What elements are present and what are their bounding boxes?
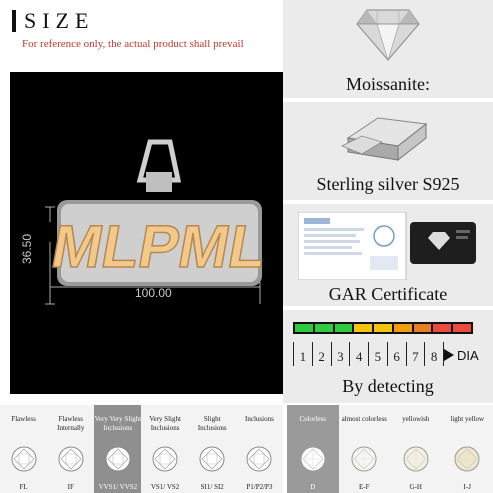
dia-label: DIA (457, 348, 479, 363)
color-grade-title: almost colorless (341, 415, 387, 423)
color-grade-title: Colorless (299, 415, 326, 423)
tester-led-segment (335, 324, 353, 332)
diamond-icon (57, 445, 85, 475)
tester-scale-digit: 8 (425, 342, 444, 366)
color-grade-code: G-H (409, 483, 422, 491)
diamond-icon (10, 445, 38, 475)
tester-led-segment (433, 324, 451, 332)
clarity-code: IF (67, 483, 74, 491)
clarity-code: FL (19, 483, 28, 491)
height-dimension-label: 36.50 (20, 233, 35, 265)
tester-panel (283, 310, 493, 403)
clarity-cell (142, 405, 189, 493)
tester-label: By detecting (342, 376, 434, 396)
tester-led-segment (315, 324, 333, 332)
gem-icon (350, 445, 378, 475)
tester-led-segment (414, 324, 432, 332)
clarity-title: Very Slight Inclusions (149, 415, 181, 432)
color-grade-code: D (310, 483, 316, 491)
clarity-title: Flawless Internally (57, 415, 85, 432)
color-grade-title: yellowish (402, 415, 430, 423)
silver-label: Sterling silver S925 (316, 174, 460, 194)
clarity-cell (189, 405, 236, 493)
tester-scale-digit: 2 (313, 342, 332, 366)
header-accent-bar (12, 10, 16, 32)
clarity-grade-table (0, 405, 283, 493)
clarity-code: VS1/ VS2 (150, 483, 180, 491)
clarity-code: VVS1/ VVS2 (98, 483, 138, 491)
clarity-cell (94, 405, 141, 493)
pendant-illustration (10, 72, 283, 394)
tester-scale-digit: 4 (350, 342, 369, 366)
play-arrow-icon (443, 348, 455, 362)
silver-bars-icon (338, 110, 438, 166)
certificate-label: GAR Certificate (328, 284, 448, 304)
color-grade-cell (339, 405, 391, 493)
tester-led-segment (354, 324, 372, 332)
diamond-icon (245, 445, 273, 475)
gem-icon (299, 445, 327, 475)
clarity-title: Flawless (11, 415, 36, 423)
clarity-cell (0, 405, 47, 493)
clarity-title: Very Very Slight Inclusions (94, 415, 142, 432)
certificate-panel (283, 204, 493, 306)
pendant-text: MLPML (46, 212, 272, 280)
diamond-icon (151, 445, 179, 475)
certificate-icon (298, 212, 478, 280)
diamond-icon (104, 445, 132, 475)
tester-led-segment (453, 324, 471, 332)
moissanite-panel (283, 0, 493, 98)
color-grade-table (287, 405, 493, 493)
diamond-icon (198, 445, 226, 475)
color-grade-cell (442, 405, 493, 493)
silver-panel (283, 102, 493, 200)
clarity-cell (47, 405, 94, 493)
clarity-code: SI1/ SI2 (200, 483, 224, 491)
tester-led-segment (394, 324, 412, 332)
product-image-panel (10, 72, 283, 394)
color-grade-title: light yellow (450, 415, 485, 423)
color-grade-cell (390, 405, 442, 493)
color-grade-cell (287, 405, 339, 493)
gem-icon (453, 445, 481, 475)
clarity-title: Slight Inclusions (197, 415, 227, 432)
tester-scale-digit: 7 (407, 342, 426, 366)
width-dimension-label: 100.00 (135, 286, 172, 300)
color-grade-code: E-F (359, 483, 370, 491)
tester-led-segment (295, 324, 313, 332)
tester-scale-digit: 6 (388, 342, 407, 366)
moissanite-label: Moissanite: (346, 74, 430, 94)
reference-note: For reference only, the actual product shall prevail (22, 38, 244, 50)
clarity-code: P1/P2/P3 (246, 483, 273, 491)
tester-led-segment (374, 324, 392, 332)
gem-icon (402, 445, 430, 475)
tester-scale-digit: 1 (294, 342, 313, 366)
tester-scale-digit: 5 (369, 342, 388, 366)
tester-scale (293, 342, 444, 366)
color-grade-code: I-J (463, 483, 471, 491)
clarity-title: Inclusions (245, 415, 274, 423)
diamond-icon (355, 6, 421, 62)
tester-scale-digit: 3 (332, 342, 351, 366)
page-title: SIZE (24, 8, 95, 33)
tester-led-bar (293, 322, 473, 334)
clarity-cell (236, 405, 283, 493)
